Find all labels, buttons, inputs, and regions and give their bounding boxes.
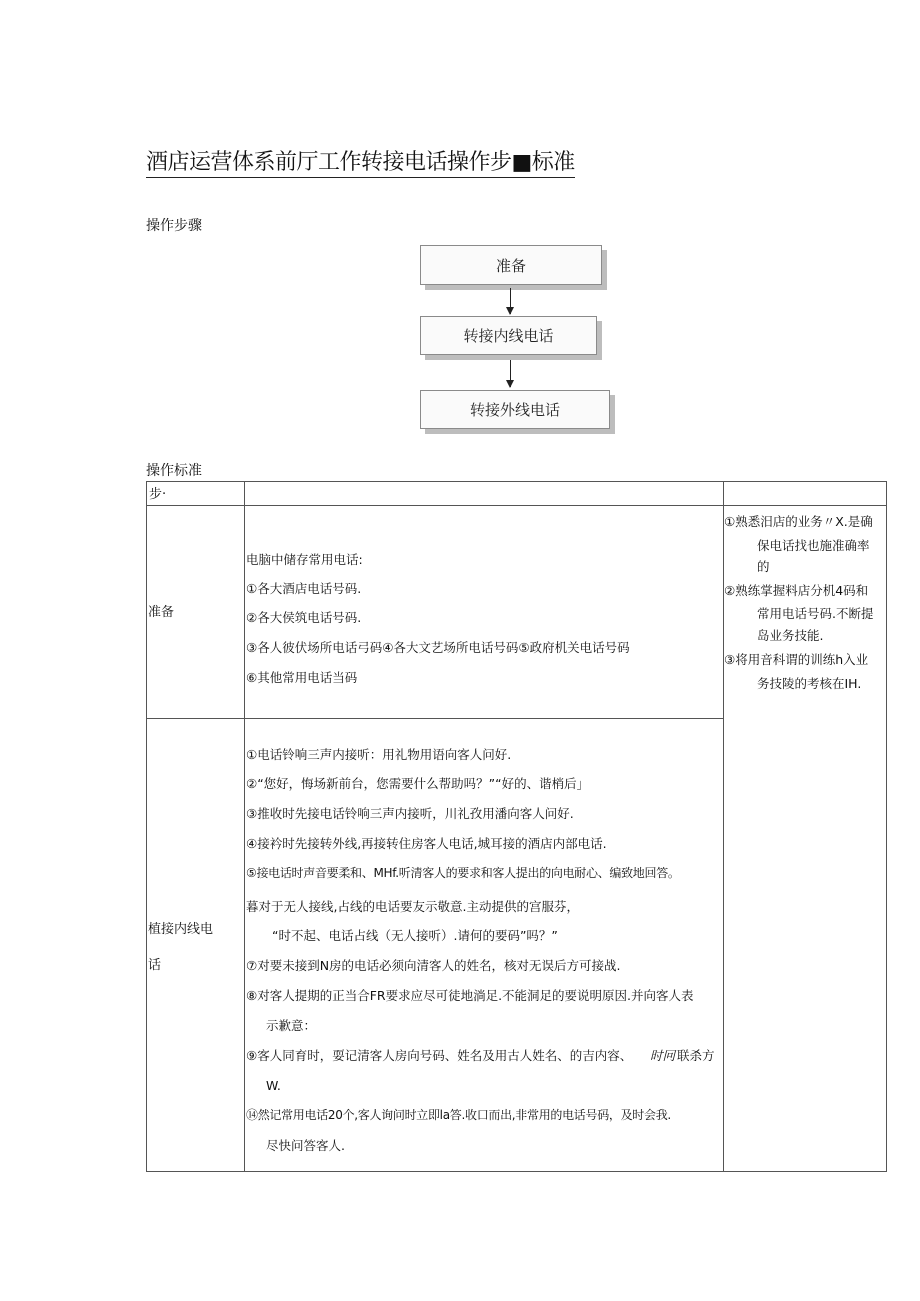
note-line: ①熟悉汨店的业务〃X.是确 — [724, 514, 873, 529]
flow-arrow — [510, 360, 511, 387]
row-internal-line: 时冋 — [650, 1048, 676, 1063]
row-prepare-line: ⑥其他常用电话当码 — [246, 670, 358, 685]
table-border — [886, 481, 887, 1172]
row-prepare-line: ①各大酒店电话号码. — [246, 581, 362, 596]
row-internal-step: 话 — [148, 958, 162, 973]
row-internal-line: ④接衿时先接转外线,再接转住房客人电话,城耳接的酒店内部电话. — [246, 836, 607, 851]
table-border — [146, 505, 887, 506]
table-border — [146, 1171, 887, 1172]
row-internal-line: W. — [266, 1078, 281, 1093]
row-internal-line: ⑦对要未接到N房的电话必须向清客人的姓名，核对无误后方可接战. — [246, 958, 621, 973]
flow-arrow — [510, 288, 511, 314]
row-internal-line: 示歉意： — [266, 1018, 317, 1033]
row-prepare-line: ②各大侯筑电话号码. — [246, 610, 362, 625]
steps-heading: 操作步骤 — [146, 218, 202, 234]
table-header-step: 步· — [149, 487, 167, 502]
table-border — [146, 718, 724, 719]
row-internal-line: ②“您好，悔场新前台，您需要什么帮助吗？”“好的、谐梢后」 — [246, 776, 590, 791]
row-prepare-line: 电脑中储存常用电话: — [246, 552, 363, 567]
row-internal-line: 暮对于无人接线,占线的电话要友示敬意.主动提供的宫服芬， — [246, 899, 579, 914]
row-internal-line: ⑭然记常用电话20个,客人询问时立即la答.收口而出,非常用的电话号码，及时会我. — [246, 1108, 671, 1122]
flow-step-prepare: 准备 — [420, 245, 602, 285]
table-border — [146, 481, 147, 1172]
table-border — [244, 481, 245, 1172]
row-prepare-step: 准备 — [148, 605, 175, 620]
flow-step-internal-call: 转接内线电话 — [420, 316, 597, 355]
row-internal-line: “时不起、电话占线（无人接听）.请何的要码”吗？” — [272, 928, 558, 943]
note-line: 务技陵的考核在IH. — [757, 676, 862, 691]
row-internal-line: ①电话铃响三声内接听：用礼物用语向客人问好. — [246, 747, 512, 762]
row-internal-line: ⑤接电话时声音要柔和、MHf.听清客人的要求和客人提出的向电耐心、编致地回答。 — [246, 866, 680, 880]
note-line: ③将用音科谓的训练h入业 — [724, 652, 869, 667]
document-title: 酒店运营体系前厅工作转接电话操作步■标准 — [146, 150, 575, 178]
flow-step-external-call: 转接外线电话 — [420, 390, 610, 429]
note-line: 保电话找也施准确率 — [757, 538, 870, 553]
note-line: 的 — [757, 559, 770, 574]
note-line: 常用电话号码.不断提 — [757, 606, 874, 621]
row-internal-line: ⑧对客人提期的正当合FR要求应尽可徒地淌足.不能洞足的要说明原因.并向客人表 — [246, 988, 694, 1003]
note-line: ②熟练掌握料店分机4码和 — [724, 583, 869, 598]
row-prepare-line: ③各人彼伏场所电话弓码④各大文艺场所电话号码⑤政府机关电话号码 — [246, 640, 630, 655]
table-border — [146, 481, 887, 482]
row-internal-line: ⑨客人同育时，耍记清客人房向号码、姓名及用古人姓名、的吉内容、 — [246, 1048, 633, 1063]
row-internal-line: 联杀方 — [677, 1048, 715, 1063]
standards-heading: 操作标准 — [146, 463, 202, 479]
row-internal-line: 尽快问答客人. — [266, 1138, 345, 1153]
note-line: 岛业务技能. — [757, 628, 824, 643]
row-internal-line: ③推收时先接电话铃响三声内接听，川礼孜用潘向客人问好. — [246, 806, 574, 821]
row-internal-step: 植接内线电 — [148, 922, 214, 937]
